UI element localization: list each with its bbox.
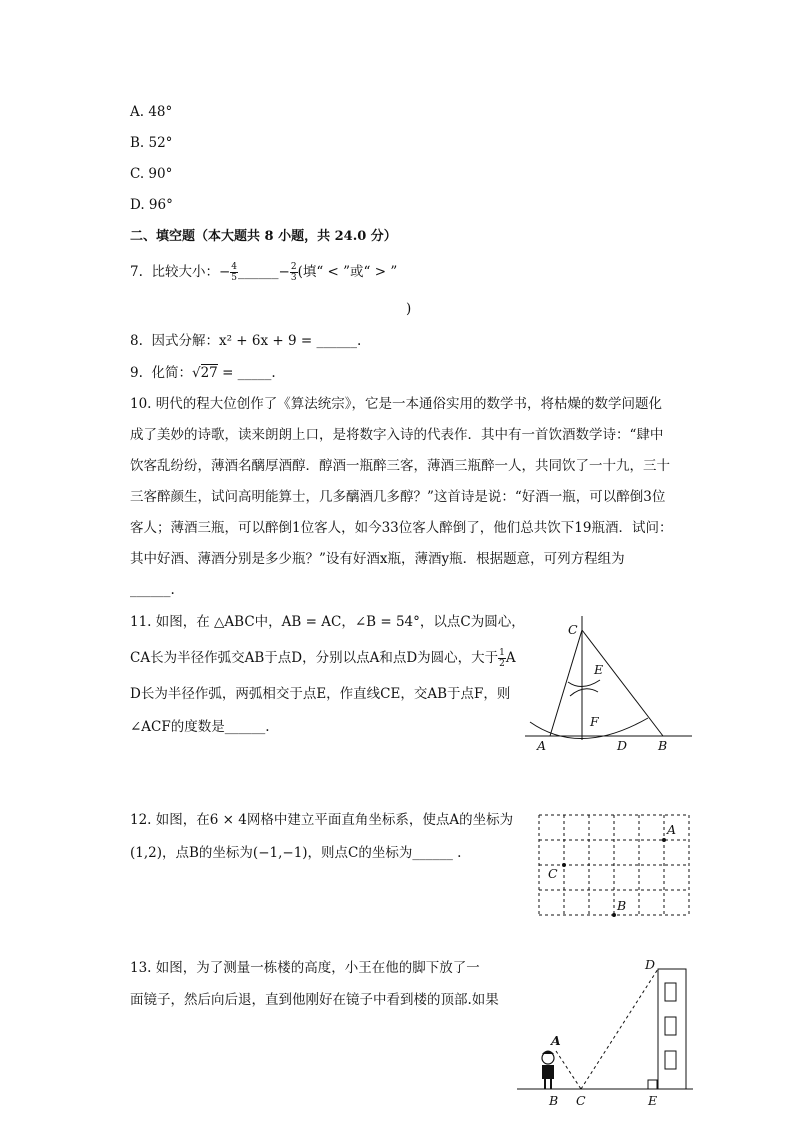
q13-line-1: 13. 如图，为了测量一栋楼的高度，小王在他的脚下放了一 (130, 960, 480, 976)
q7-tail: (填“ < ”或“ > ” (297, 264, 398, 280)
label-b: B (549, 1093, 559, 1108)
q7-fraction-2 (290, 262, 298, 283)
q10-line-4: 三客醉颜生，试问高明能算士，几多醨酒几多醇？”这首诗是说：“好酒一瓶，可以醉倒3位 (130, 489, 666, 505)
sight-line-mirror-top (581, 969, 658, 1089)
label-a: A (537, 738, 547, 752)
q10-line-7: ______. (130, 582, 175, 598)
side-ca (550, 630, 582, 736)
arc-a (568, 680, 600, 687)
q9-tail: = _____. (217, 365, 276, 381)
question-8 (130, 331, 361, 351)
q13-line-2: 面镜子，然后向后退，直到他刚好在镜子中看到楼的顶部.如果 (130, 992, 499, 1008)
label-c: C (568, 622, 578, 637)
q7-close-paren: ) (406, 301, 412, 317)
option-c: C. 90° (130, 166, 173, 182)
q8-number: 8. (130, 333, 143, 349)
q10-line-1: 10. 明代的程大位创作了《算法统宗》，它是一本通俗实用的数学书，将枯燥的数学问题化 (130, 396, 663, 412)
q11-triangle-figure (520, 612, 695, 752)
q11-line-1: 11. 如图，在 △ABC中，AB = AC，∠B = 54°，以点C为圆心， (130, 614, 525, 630)
arc-d (570, 689, 598, 696)
label-e: E (648, 1093, 658, 1108)
person-icon (542, 1051, 554, 1090)
label-f: F (590, 714, 599, 729)
question-7 (130, 262, 397, 283)
q10-line-6: 其中好酒、薄酒分别是多少瓶？”设有好酒x瓶，薄酒y瓶．根据题意，可列方程组为 (130, 551, 625, 567)
label-b: B (617, 898, 627, 913)
q7-lead: 比较大小：− (151, 264, 231, 280)
right-angle-mark (648, 1080, 657, 1089)
sqrt-symbol: √ (191, 365, 201, 381)
q11-half-denominator: 2 (499, 659, 505, 669)
q12-line-1: 12. 如图，在6 × 4网格中建立平面直角坐标系，使点A的坐标为 (130, 812, 514, 828)
q11-line-3: D长为半径作弧，两弧相交于点E，作直线CE，交AB于点F，则 (130, 686, 511, 702)
arc-cd (530, 718, 648, 739)
q9-number: 9. (130, 365, 143, 381)
label-d: D (617, 738, 628, 752)
q7-frac1-denominator: 5 (231, 273, 238, 283)
q13-building-figure (515, 955, 695, 1115)
q11-line-2-text: CA长为半径作弧交AB于点D，分别以点A和点D为圆心，大于 (130, 650, 499, 666)
q12-grid-figure (535, 810, 695, 920)
q11-line-2-end: A (505, 650, 516, 666)
q11-half-numerator: 1 (499, 648, 505, 658)
q10-line-5: 客人；薄酒三瓶，可以醉倒1位客人，如今33位客人醉倒了，他们总共饮下19瓶酒．试问： (130, 520, 673, 536)
option-d: D. 96° (130, 197, 173, 213)
point-a (662, 838, 666, 842)
point-b (612, 913, 616, 917)
option-b: B. 52° (130, 135, 173, 151)
q11-line-4: ∠ACF的度数是______. (130, 719, 270, 735)
q7-frac1-numerator: 4 (231, 262, 238, 272)
question-9 (130, 363, 276, 383)
q10-line-3: 饮客乱纷纷，薄酒名醨厚酒醇．醇酒一瓶醉三客，薄酒三瓶醉一人，共同饮了一十九，三十 (130, 458, 670, 474)
option-a: A. 48° (130, 104, 173, 120)
q7-minus: − (278, 264, 290, 280)
q12-line-2: (1,2)，点B的坐标为(−1,−1)，则点C的坐标为______ . (130, 845, 462, 861)
q9-radicand: 27 (200, 365, 218, 381)
label-a: A (551, 1033, 561, 1048)
q7-fraction-1 (230, 262, 238, 283)
q7-frac2-numerator: 2 (290, 262, 297, 272)
label-b: B (658, 738, 668, 752)
building (658, 969, 686, 1089)
sight-line-eye-mirror (556, 1051, 581, 1089)
q8-text: 因式分解：x² + 6x + 9 = ______. (151, 333, 362, 349)
label-c: C (576, 1093, 586, 1108)
label-d: D (645, 957, 656, 972)
q11-line-2 (130, 648, 516, 669)
label-c: C (548, 866, 558, 881)
q7-frac2-denominator: 3 (290, 273, 297, 283)
q9-lead: 化简： (151, 365, 192, 381)
point-c (562, 863, 566, 867)
label-e: E (594, 662, 604, 677)
q7-number: 7. (130, 264, 143, 280)
q7-blank: ______ (238, 264, 279, 280)
label-a: A (667, 822, 677, 837)
q11-half-fraction (498, 648, 506, 669)
section-title: 二、填空题（本大题共 8 小题，共 24.0 分） (130, 229, 397, 244)
q10-line-2: 成了美妙的诗歌，读来朗朗上口，是将数字入诗的代表作．其中有一首饮酒数学诗：“肆中 (130, 427, 664, 443)
